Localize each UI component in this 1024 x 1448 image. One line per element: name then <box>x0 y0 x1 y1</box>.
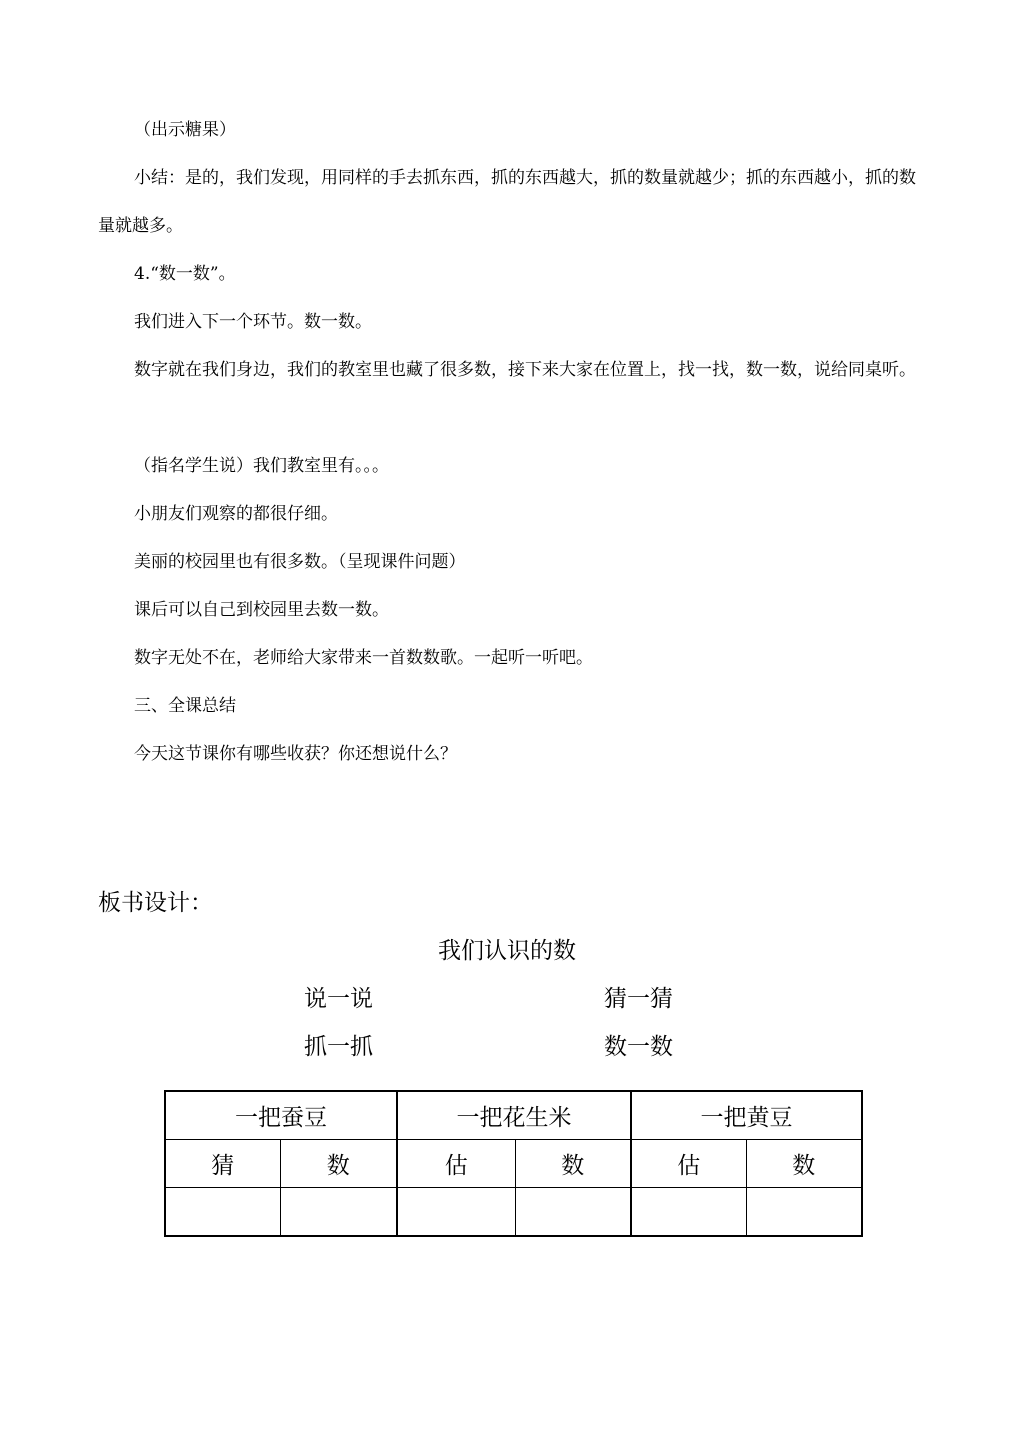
paragraph-students-say: （指名学生说）我们教室里有。。。 <box>134 456 389 476</box>
estimation-table <box>164 1090 863 1237</box>
board-item-grab: 抓一抓 <box>304 1034 373 1060</box>
table-group-header: 一把黄豆 <box>631 1091 862 1140</box>
table-cell <box>746 1188 862 1237</box>
table-cell <box>165 1188 280 1237</box>
table-cell <box>397 1188 515 1237</box>
board-design-heading: 板书设计： <box>98 890 213 916</box>
table-group-row <box>165 1091 862 1140</box>
table-group-header: 一把花生米 <box>397 1091 631 1140</box>
paragraph-section-count: 4.“数一数”。 <box>134 264 236 284</box>
table-subheader: 数 <box>746 1140 862 1188</box>
paragraph-question: 今天这节课你有哪些收获？你还想说什么？ <box>134 744 457 764</box>
paragraph-summary: 小结：是的，我们发现，用同样的手去抓东西，抓的东西越大，抓的数量就越少；抓的东西越小，抓的数量就越多。 <box>98 168 916 236</box>
paragraph-campus: 美丽的校园里也有很多数。（呈现课件问题） <box>134 552 466 572</box>
board-title: 我们认识的数 <box>438 938 576 964</box>
board-item-say: 说一说 <box>304 986 373 1012</box>
paragraph-next-step: 我们进入下一个环节。数一数。 <box>134 312 372 332</box>
board-item-count: 数一数 <box>604 1034 673 1060</box>
table-subheader-row <box>165 1140 862 1188</box>
table-cell <box>515 1188 631 1237</box>
table-subheader: 估 <box>397 1140 515 1188</box>
paragraph-observe: 小朋友们观察的都很仔细。 <box>134 504 338 524</box>
table-cell <box>280 1188 397 1237</box>
table-subheader: 数 <box>280 1140 397 1188</box>
paragraph-numbers-around: 数字就在我们身边，我们的教室里也藏了很多数，接下来大家在位置上，找一找，数一数，说给同桌听。 <box>134 360 916 380</box>
board-item-guess: 猜一猜 <box>604 986 673 1012</box>
table-row <box>165 1188 862 1237</box>
paragraph-show-candy: （出示糖果） <box>134 120 236 140</box>
table-group-header: 一把蚕豆 <box>165 1091 397 1140</box>
table-subheader: 猜 <box>165 1140 280 1188</box>
paragraph-after-class: 课后可以自己到校园里去数一数。 <box>134 600 389 620</box>
paragraph-section-summary: 三、全课总结 <box>134 696 236 716</box>
table-subheader: 数 <box>515 1140 631 1188</box>
table-cell <box>631 1188 746 1237</box>
paragraph-song: 数字无处不在，老师给大家带来一首数数歌。一起听一听吧。 <box>134 648 593 668</box>
table-subheader: 估 <box>631 1140 746 1188</box>
